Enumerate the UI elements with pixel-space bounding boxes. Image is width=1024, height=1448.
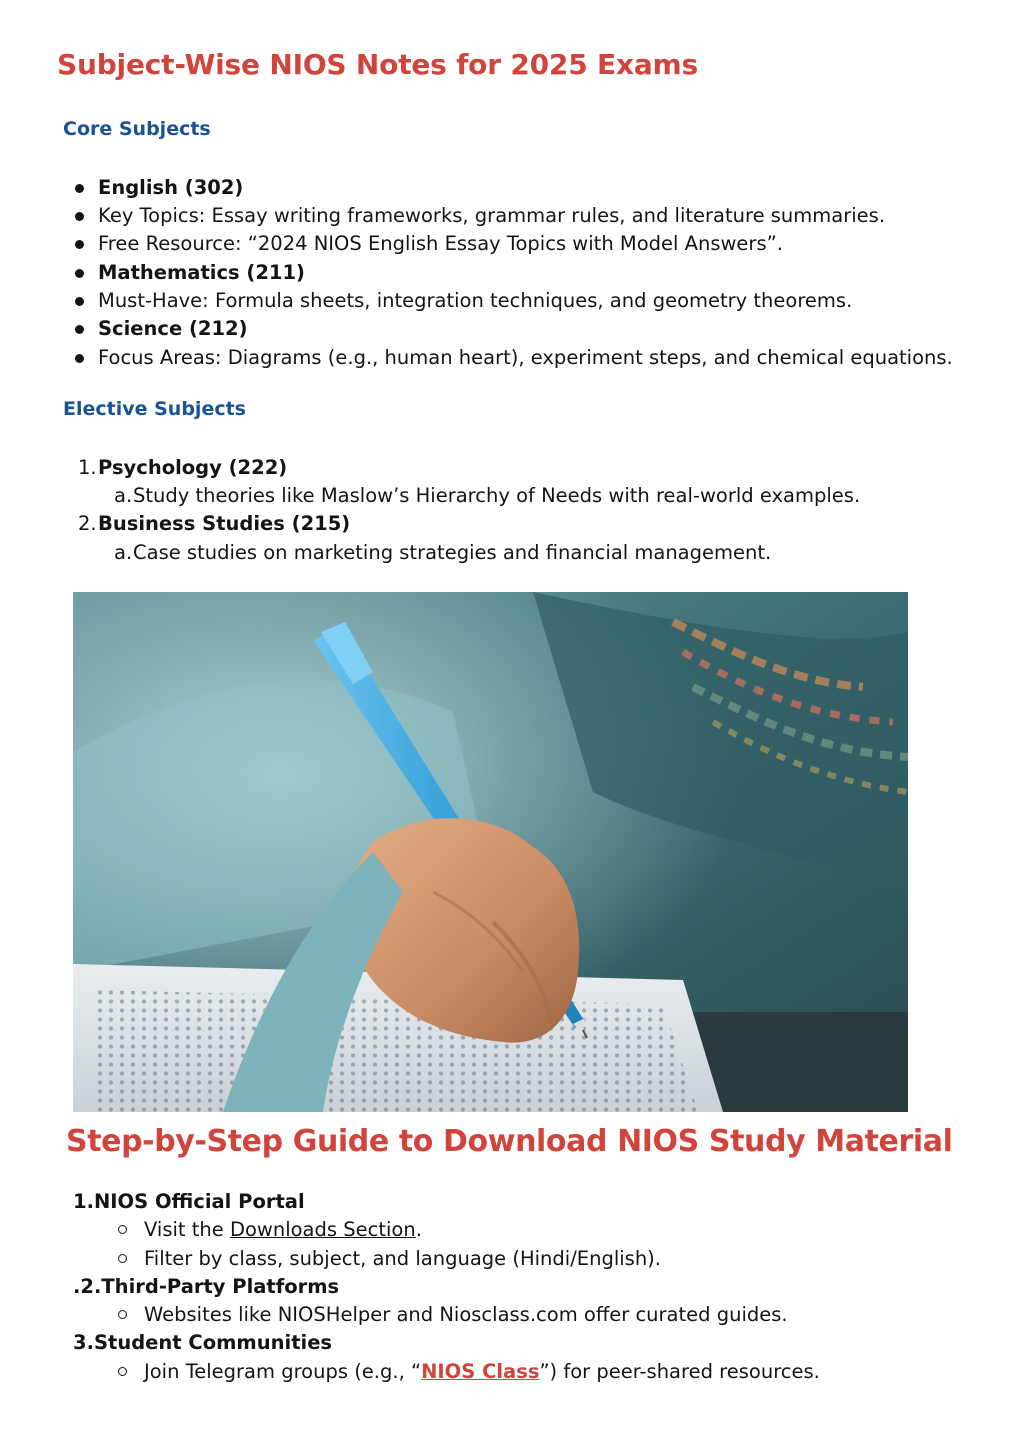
- page-title: Subject-Wise NIOS Notes for 2025 Exams: [57, 48, 698, 81]
- sub-list-item: Study theories like Maslow’s Hierarchy of Needs with real-world examples.: [133, 484, 861, 507]
- list-item: Key Topics: Essay writing frameworks, grammar rules, and literature summaries.: [98, 204, 886, 227]
- guide-heading: Step-by-Step Guide to Download NIOS Study Material: [66, 1124, 953, 1159]
- nios-class-link[interactable]: NIOS Class: [421, 1360, 540, 1383]
- bullet-dot-icon: [75, 184, 84, 193]
- list-item: Psychology (222): [98, 456, 288, 479]
- list-item-text: ”) for peer-shared resources.: [539, 1360, 820, 1383]
- list-item: Business Studies (215): [98, 512, 351, 535]
- downloads-section-link[interactable]: Downloads Section: [229, 1218, 416, 1241]
- list-number: 1.: [78, 456, 97, 479]
- bullet-dot-icon: [75, 269, 84, 278]
- list-item: Free Resource: “2024 NIOS English Essay Topics with Model Answers”.: [98, 232, 783, 255]
- list-item: Must-Have: Formula sheets, integration techniques, and geometry theorems.: [98, 289, 853, 312]
- list-item: Focus Areas: Diagrams (e.g., human heart), experiment steps, and chemical equations.: [98, 346, 953, 369]
- step-2-label: .2.Third-Party Platforms: [73, 1275, 340, 1298]
- list-item: English (302): [98, 176, 244, 199]
- student-writing-photo: [73, 592, 908, 1112]
- list-item: [144, 1359, 820, 1385]
- sub-list-item: Case studies on marketing strategies and financial management.: [133, 541, 772, 564]
- list-item-text: Visit the: [144, 1218, 230, 1241]
- core-subjects-heading: Core Subjects: [63, 118, 211, 140]
- bullet-dot-icon: [75, 354, 84, 363]
- list-item: Filter by class, subject, and language (Hindi/English).: [144, 1247, 661, 1270]
- step-1-label: 1.NIOS Official Portal: [73, 1190, 305, 1213]
- bullet-circle-icon: [118, 1367, 127, 1376]
- bullet-dot-icon: [75, 297, 84, 306]
- step-3-label: 3.Student Communities: [73, 1331, 333, 1354]
- bullet-circle-icon: [118, 1225, 127, 1234]
- list-item-text: .: [415, 1218, 422, 1241]
- sub-list-marker: a.: [114, 541, 133, 564]
- list-item: Websites like NIOSHelper and Niosclass.com offer curated guides.: [144, 1303, 788, 1326]
- bullet-circle-icon: [118, 1254, 127, 1263]
- bullet-dot-icon: [75, 212, 84, 221]
- bullet-circle-icon: [118, 1310, 127, 1319]
- photo-illustration: [73, 592, 908, 1112]
- list-item: [144, 1217, 422, 1243]
- bullet-dot-icon: [75, 240, 84, 249]
- sub-list-marker: a.: [114, 484, 133, 507]
- list-item: Science (212): [98, 317, 248, 340]
- list-number: 2.: [78, 512, 97, 535]
- bullet-dot-icon: [75, 325, 84, 334]
- list-item-text: Join Telegram groups (e.g., “: [144, 1360, 422, 1383]
- list-item: Mathematics (211): [98, 261, 305, 284]
- elective-subjects-heading: Elective Subjects: [63, 398, 246, 420]
